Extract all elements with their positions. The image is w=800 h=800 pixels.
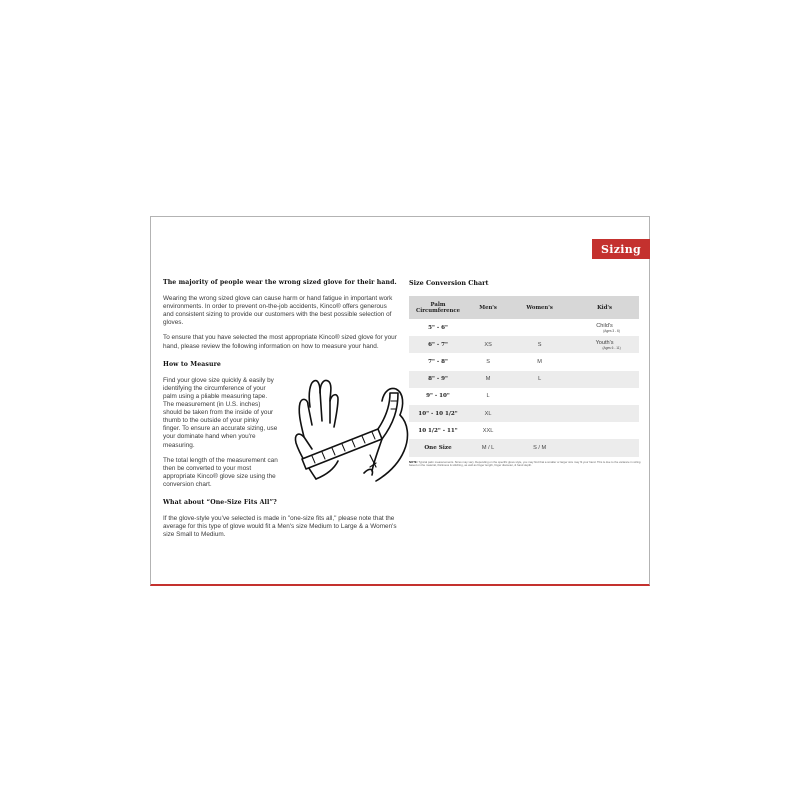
- womens-cell: M: [537, 358, 542, 365]
- intro-heading: The majority of people wear the wrong sized glove for their hand.: [163, 279, 397, 286]
- how-to-measure-heading: How to Measure: [163, 360, 221, 368]
- intro-paragraph-1: Wearing the wrong sized glove can cause harm or hand fatigue in important work environments. In order to prevent on-the-job accidents, Kinco® offers generous and consistent sizing to provide our customers with the best possible selection of gloves.: [163, 295, 393, 327]
- kids-cell: [570, 405, 639, 422]
- palm-cell: 8" - 9": [409, 371, 467, 388]
- size-conversion-table: [409, 296, 639, 457]
- mens-cell: L: [486, 393, 490, 400]
- intro-paragraph-2: To ensure that you have selected the most appropriate Kinco® sized glove for your hand, please review the following information on how to measure your hand.: [163, 334, 397, 350]
- sizing-tab: Sizing: [592, 239, 650, 259]
- womens-cell: [509, 319, 570, 336]
- one-size-heading: What about “One-Size Fits All”?: [163, 498, 277, 506]
- kids-cell: [570, 319, 639, 336]
- mens-cell: XL: [467, 405, 509, 422]
- left-column: [163, 279, 399, 546]
- header-womens: Women's: [509, 296, 570, 319]
- womens-cell: L: [509, 371, 570, 388]
- mens-cell: XXL: [482, 427, 494, 434]
- header-mens: Men's: [467, 296, 509, 319]
- mens-cell: M / L: [467, 439, 509, 456]
- kids-cell: [570, 371, 639, 388]
- table-row: [409, 371, 639, 388]
- palm-cell: 5" - 6": [428, 324, 448, 331]
- header-kids: Kid's: [570, 296, 639, 319]
- womens-cell: [509, 388, 570, 405]
- mens-cell: S: [486, 358, 490, 365]
- mens-cell: M: [467, 371, 509, 388]
- palm-cell: 9" - 10": [426, 393, 450, 400]
- measure-paragraph-2: The total length of the measurement can then be converted to your most appropriate Kinco® glove size using the conversion chart.: [163, 456, 278, 488]
- palm-cell: 10" - 10 1/2": [409, 405, 467, 422]
- womens-cell: [509, 405, 570, 422]
- table-row: [409, 388, 639, 405]
- table-row: [409, 405, 639, 422]
- chart-note: [409, 461, 641, 469]
- kids-cell: [570, 388, 639, 405]
- table-row: [409, 439, 639, 456]
- kids-size: Youth's: [595, 339, 614, 346]
- kids-cell: [570, 422, 639, 439]
- kids-cell: [570, 439, 639, 456]
- kids-cell: [570, 336, 639, 353]
- table-row: [409, 422, 639, 439]
- table-row: [409, 336, 639, 353]
- kids-size: Child's: [596, 322, 613, 329]
- palm-cell: 6" - 7": [409, 336, 467, 353]
- measure-paragraph-1: Find your glove size quickly & easily by identifying the circumference of your palm using a pliable measuring tape. The measurement (in U.S. inches) should be taken from the inside of your thumb to the outside of your pinky finger. To ensure an accurate sizing, use your dominate hand when you're measuring.: [163, 376, 278, 449]
- womens-cell: [509, 422, 570, 439]
- palm-cell: 10 1/2" - 11": [418, 427, 458, 434]
- kids-age-range: (Ages 3 - 6): [603, 328, 620, 333]
- palm-cell: 7" - 8": [428, 358, 448, 365]
- kids-cell: [570, 353, 639, 370]
- note-label: NOTE:: [409, 459, 418, 464]
- hand-measuring-illustration: [286, 371, 416, 496]
- right-column: [409, 279, 641, 468]
- mens-cell: XS: [467, 336, 509, 353]
- palm-cell: One Size: [409, 439, 467, 456]
- mens-cell: [467, 319, 509, 336]
- womens-cell: S: [509, 336, 570, 353]
- table-row: [409, 353, 639, 370]
- chart-title: Size Conversion Chart: [409, 279, 489, 287]
- note-text: Typical palm measurements. Sizes may vary. Depending on the specific glove style, you may find that a smaller or larger size may fit your hand. This is due to the variance in sizing based on the material, thickness & stitching, as well as finger length, finger diameter, & hand depth.: [409, 459, 641, 468]
- sizing-guide-page: [150, 216, 650, 586]
- womens-cell: S / M: [509, 439, 570, 456]
- table-row: [409, 319, 639, 336]
- kids-age-range: (Ages 6 - 11): [602, 345, 621, 350]
- measure-section: [163, 377, 399, 489]
- one-size-paragraph: If the glove-style you've selected is made in "one-size fits all," please note that the average for this type of glove would fit a Men's size Medium to Large & a Women's size Small to Medium.: [163, 515, 397, 539]
- table-header-row: [409, 296, 639, 319]
- header-palm: Palm Circumference: [409, 296, 467, 319]
